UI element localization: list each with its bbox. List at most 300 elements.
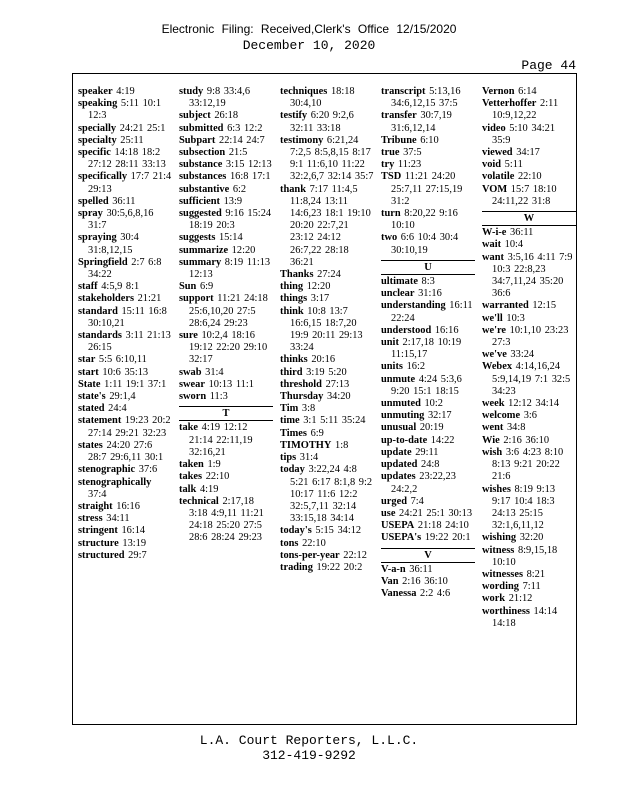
index-refs: 6:20 9:2,6 32:11 33:18	[290, 110, 354, 134]
index-entry	[78, 208, 172, 232]
index-entry	[78, 501, 172, 513]
index-entry	[78, 232, 172, 256]
index-term: thing	[280, 281, 304, 293]
index-refs: 6:21,24 7:2,5 8:5,8,15 8:17 9:1 11:6,10 11:22 32:2,6,7 32:14 35:7	[290, 134, 374, 183]
index-term: transfer	[381, 110, 417, 122]
index-entry	[78, 135, 172, 147]
index-term: testify	[280, 110, 308, 122]
index-term: stated	[78, 403, 105, 415]
index-term: start	[78, 366, 99, 378]
index-term: unusual	[381, 422, 417, 434]
index-refs: 11:21 24:20 25:7,11 27:15,19 31:2	[391, 171, 463, 207]
index-term: substances	[179, 171, 227, 183]
index-entry	[482, 325, 576, 349]
index-refs: 22:10	[517, 171, 542, 183]
index-term: suggested	[179, 208, 222, 220]
index-entry	[78, 171, 172, 195]
index-refs: 24:21 25:1	[119, 122, 166, 134]
index-term: thinks	[280, 354, 308, 366]
index-refs: 11:23	[397, 159, 422, 171]
index-entry	[78, 367, 172, 379]
index-refs: 22:10	[302, 537, 326, 549]
index-refs: 18:18 30:4,10	[290, 86, 355, 110]
index-term: specific	[78, 147, 111, 159]
index-refs: 3:17	[310, 293, 330, 305]
index-entry	[179, 281, 273, 293]
index-column-1	[78, 86, 172, 562]
index-refs: 11:21 24:18 25:6,10,20 27:5 28:6,24 29:23	[189, 293, 268, 329]
index-refs: 9:8 33:4,6 33:12,19	[189, 86, 251, 110]
index-refs: 24:21 25:1 30:13	[399, 507, 473, 519]
index-term: turn	[381, 208, 401, 220]
section-header	[381, 548, 475, 563]
index-term: void	[482, 159, 502, 171]
index-entry	[482, 532, 576, 544]
index-column-4	[381, 86, 475, 600]
index-term: Wie	[482, 434, 500, 446]
index-refs: 1:8	[335, 439, 349, 451]
index-entry	[78, 86, 172, 98]
reporter-company: L.A. Court Reporters, L.L.C.	[199, 733, 419, 748]
index-entry	[280, 269, 374, 281]
index-entry	[280, 428, 374, 440]
index-term: volatile	[482, 171, 515, 183]
index-entry	[381, 325, 475, 337]
index-refs: 3:22,24 4:8 5:21 6:17 8:1,8 9:2 10:17 11:6 12:2 32:5,7,11 32:14 33:15,18 34:14	[290, 464, 373, 525]
index-column-5	[482, 86, 576, 630]
index-term: subsection	[179, 147, 226, 159]
index-term: Tribune	[381, 134, 417, 146]
index-term: think	[280, 305, 304, 317]
index-refs: 10:13 11:1	[208, 378, 254, 390]
index-entry	[179, 484, 273, 496]
index-refs: 4:24 5:3,6 9:20 15:1 18:15	[391, 373, 462, 397]
index-refs: 15:11 16:8 30:10,21	[88, 305, 167, 329]
index-entry	[280, 525, 374, 537]
index-entry	[179, 159, 273, 171]
section-letter: W	[482, 212, 576, 226]
index-refs: 6:3 12:2	[227, 122, 263, 134]
index-refs: 14:22	[430, 434, 455, 446]
index-entry	[78, 196, 172, 208]
index-refs: 22:12	[343, 549, 367, 561]
index-refs: 3:8	[301, 403, 316, 415]
index-refs: 12:20	[306, 281, 331, 293]
index-term: substance	[179, 159, 223, 171]
index-term: VOM	[482, 183, 508, 195]
index-entry	[381, 508, 475, 520]
index-entry	[482, 606, 576, 630]
index-entry	[78, 354, 172, 366]
index-entry	[482, 435, 576, 447]
index-term: substantive	[179, 183, 230, 195]
index-term: specialty	[78, 134, 117, 146]
index-refs: 8:9,15,18 10:10	[492, 544, 558, 568]
index-entry	[482, 484, 576, 533]
index-refs: 13:9	[223, 195, 243, 207]
index-term: trading	[280, 561, 313, 573]
index-entry	[482, 581, 576, 593]
index-term: week	[482, 398, 505, 410]
index-entry	[179, 196, 273, 208]
index-refs: 2:17,18 10:19 11:15,17	[391, 337, 462, 361]
index-term: submitted	[179, 122, 224, 134]
index-refs: 34:17	[516, 147, 540, 159]
index-entry	[280, 367, 374, 379]
index-refs: 4:19	[199, 483, 219, 495]
index-entry	[381, 300, 475, 324]
index-term: State	[78, 378, 101, 390]
index-term: went	[482, 422, 504, 434]
index-entry	[179, 379, 273, 391]
index-refs: 3:5,16 4:11 7:9 10:3 22:8,23 34:7,11,24 35:20 36:6	[492, 251, 573, 300]
index-entry	[280, 379, 374, 391]
index-entry	[482, 422, 576, 434]
index-refs: 5:5 6:10,11	[98, 354, 147, 366]
index-entry	[482, 349, 576, 361]
index-entry	[179, 471, 273, 483]
index-term: summarize	[179, 244, 229, 256]
index-entry	[280, 184, 374, 269]
index-refs: 22:10	[205, 471, 230, 483]
index-refs: 10:8 13:7 16:6,15 18:7,20 19:9 20:11 29:13 33:24	[290, 305, 363, 354]
index-refs: 37:6	[138, 464, 158, 476]
index-term: Thursday	[280, 391, 324, 403]
index-term: technical	[179, 495, 219, 507]
index-term: stringent	[78, 525, 118, 537]
index-term: USEPA	[381, 520, 415, 532]
index-term: staff	[78, 281, 98, 293]
index-term: Tim	[280, 403, 299, 415]
section-letter: V	[381, 549, 475, 563]
index-term: states	[78, 439, 103, 451]
index-term: sworn	[179, 391, 207, 403]
index-term: Thanks	[280, 269, 314, 281]
index-entry	[381, 159, 475, 171]
index-refs: 6:9	[310, 427, 324, 439]
index-term: spelled	[78, 195, 109, 207]
index-entry	[381, 422, 475, 434]
index-refs: 31:4	[205, 366, 224, 378]
index-entry	[78, 306, 172, 330]
index-term: talk	[179, 483, 197, 495]
index-entry	[482, 86, 576, 98]
index-term: straight	[78, 500, 113, 512]
index-term: welcome	[482, 410, 521, 422]
index-term: structure	[78, 537, 119, 549]
index-term: stenographic	[78, 464, 136, 476]
index-refs: 3:11 21:13 26:15	[88, 330, 171, 354]
index-refs: 12:15	[532, 300, 557, 312]
index-term: Van	[381, 575, 399, 587]
index-entry	[381, 86, 475, 110]
index-term: suggests	[179, 232, 216, 244]
index-refs: 29:7	[128, 549, 147, 561]
index-refs: 3:1 5:11 35:24	[303, 415, 366, 427]
index-term: want	[482, 251, 504, 263]
index-term: warranted	[482, 300, 529, 312]
index-refs: 29:11	[415, 446, 439, 458]
index-entry	[381, 208, 475, 232]
index-term: unit	[381, 337, 399, 349]
index-term: Vetterhoffer	[482, 98, 537, 110]
index-refs: 8:19 11:13 12:13	[189, 256, 271, 281]
index-refs: 8:20,22 9:16 10:10	[391, 208, 458, 232]
index-refs: 5:15 34:12	[315, 525, 362, 537]
index-refs: 36:11	[510, 227, 534, 239]
index-refs: 7:11	[522, 581, 541, 593]
index-entry	[280, 538, 374, 550]
index-refs: 2:16 36:10	[503, 434, 550, 446]
index-refs: 16:16	[116, 500, 140, 512]
index-entry	[78, 403, 172, 415]
index-term: threshold	[280, 378, 322, 390]
index-entry	[78, 293, 172, 305]
index-entry	[482, 227, 576, 239]
index-refs: 30:7,19 31:6,12,14	[391, 110, 452, 134]
index-entry	[179, 391, 273, 403]
index-entry	[482, 313, 576, 325]
index-refs: 21:21	[137, 293, 162, 305]
index-term: specially	[78, 122, 117, 134]
index-refs: 17:7 21:4 29:13	[88, 171, 172, 195]
index-entry	[78, 147, 172, 171]
index-entry	[179, 184, 273, 196]
index-refs: 20:19	[419, 422, 444, 434]
index-term: two	[381, 232, 398, 244]
index-refs: 23:22,23 24:2,2	[391, 471, 456, 495]
index-term: understood	[381, 324, 432, 336]
index-entry	[482, 410, 576, 422]
index-entry	[482, 252, 576, 301]
index-refs: 13:19	[122, 537, 147, 549]
page-number: Page 44	[521, 58, 576, 73]
index-entry	[381, 496, 475, 508]
index-refs: 32:17	[427, 410, 452, 422]
index-term: we've	[482, 349, 507, 361]
index-refs: 16:16	[434, 324, 459, 336]
index-entry	[280, 464, 374, 525]
index-entry	[179, 86, 273, 110]
index-term: we'll	[482, 312, 503, 324]
index-refs: 27:13	[325, 378, 350, 390]
index-term: stenographically	[78, 476, 152, 488]
index-refs: 19:22 20:2	[316, 561, 363, 573]
index-refs: 32:20	[519, 532, 544, 544]
index-term: summary	[179, 256, 222, 268]
index-refs: 34:20	[326, 391, 351, 403]
index-term: techniques	[280, 86, 328, 97]
index-entry	[179, 135, 273, 147]
index-refs: 24:4	[108, 403, 127, 415]
index-term: updated	[381, 459, 418, 471]
index-entry	[482, 361, 576, 398]
index-refs: 10:1,10 23:23 27:3	[492, 324, 569, 349]
index-entry	[280, 452, 374, 464]
index-entry	[78, 391, 172, 403]
index-entry	[381, 374, 475, 398]
index-term: witness	[482, 544, 515, 556]
index-entry	[78, 98, 172, 122]
index-refs: 6:2	[232, 183, 247, 195]
index-refs: 21:18 24:10	[417, 520, 469, 532]
index-entry	[280, 281, 374, 293]
index-term: unmuted	[381, 398, 421, 410]
index-entry	[78, 379, 172, 391]
index-entry	[381, 232, 475, 256]
index-refs: 15:7 18:10 24:11,22 31:8	[492, 183, 557, 207]
index-entry	[482, 171, 576, 183]
index-entry	[179, 330, 273, 367]
index-term: stress	[78, 513, 103, 525]
index-refs: 37:4	[88, 488, 107, 500]
index-term: wishes	[482, 483, 511, 495]
index-entry	[280, 354, 374, 366]
index-term: Webex	[482, 361, 513, 373]
index-term: takes	[179, 471, 203, 483]
index-refs: 30:4 31:8,12,15	[88, 232, 139, 256]
index-refs: 10:4	[504, 239, 524, 251]
index-term: spraying	[78, 232, 117, 244]
index-refs: 16:2	[406, 361, 426, 373]
index-entry	[280, 415, 374, 427]
index-term: Springfield	[78, 256, 128, 268]
index-term: try	[381, 159, 395, 171]
index-entry	[482, 159, 576, 171]
index-refs: 8:3	[421, 276, 435, 288]
index-term: sure	[179, 330, 198, 342]
index-refs: 31:16	[418, 288, 442, 300]
index-refs: 4:14,16,24 5:9,14,19 7:1 32:5 34:23	[492, 361, 571, 397]
index-entry	[78, 477, 172, 501]
index-refs: 16:11 22:24	[391, 300, 473, 324]
index-term: testimony	[280, 134, 324, 146]
index-entry	[78, 257, 172, 281]
index-refs: 19:23 20:2 27:14 29:21 32:23	[88, 415, 171, 439]
index-refs: 10:2,4 18:16 19:12 22:20 29:10 32:17	[189, 330, 268, 366]
index-entry	[482, 184, 576, 208]
hearing-date: December 10, 2020	[242, 38, 376, 53]
index-entry	[482, 569, 576, 581]
index-term: structured	[78, 549, 125, 561]
index-entry	[482, 398, 576, 410]
index-refs: 4:19	[116, 86, 135, 97]
index-refs: 24:20 27:6 28:7 29:6,11 30:1	[88, 439, 164, 464]
index-term: subject	[179, 110, 211, 122]
index-term: standards	[78, 330, 122, 342]
index-refs: 29:1,4	[109, 391, 136, 403]
index-refs: 16:8 17:1	[229, 171, 271, 183]
index-refs: 7:4	[410, 495, 424, 507]
index-entry	[381, 459, 475, 471]
index-refs: 3:15 12:13	[225, 159, 272, 171]
index-refs: 25:11	[120, 134, 144, 146]
index-term: USEPA's	[381, 532, 422, 544]
index-term: Sun	[179, 281, 197, 293]
index-term: wait	[482, 239, 502, 251]
index-refs: 5:10 34:21 35:9	[492, 122, 556, 146]
index-entry	[381, 110, 475, 134]
index-entry	[381, 171, 475, 208]
index-term: true	[381, 147, 400, 159]
index-term: work	[482, 593, 506, 605]
index-refs: 1:9	[207, 459, 221, 471]
index-term: things	[280, 293, 308, 305]
index-entry	[482, 239, 576, 251]
index-entry	[179, 110, 273, 122]
index-entry	[381, 398, 475, 410]
index-entry	[280, 403, 374, 415]
index-term: video	[482, 122, 506, 134]
index-term: understanding	[381, 300, 446, 312]
index-refs: 5:11 10:1 12:3	[88, 98, 162, 122]
index-refs: 6:9	[199, 281, 214, 293]
index-term: urged	[381, 495, 407, 507]
index-refs: 8:21	[526, 568, 546, 580]
index-refs: 10:6 35:13	[102, 366, 149, 378]
index-entry	[280, 293, 374, 305]
index-entry	[179, 147, 273, 159]
index-entry	[280, 306, 374, 355]
index-entry	[482, 545, 576, 569]
index-entry	[179, 123, 273, 135]
section-letter: T	[179, 407, 273, 421]
index-refs: 27:24	[317, 269, 341, 281]
index-entry	[179, 422, 273, 459]
index-refs: 12:12 34:14	[508, 398, 560, 410]
index-entry	[179, 208, 273, 232]
index-entry	[381, 564, 475, 576]
index-term: W-i-e	[482, 227, 507, 239]
index-refs: 10:3	[506, 312, 525, 324]
index-term: V-a-n	[381, 563, 406, 575]
index-entry	[78, 464, 172, 476]
index-refs: 2:17,18 3:18 4:9,11 11:21 24:18 25:20 27:5 28:6 28:24 29:23	[189, 495, 264, 544]
index-entry	[280, 391, 374, 403]
index-term: ultimate	[381, 276, 418, 288]
index-term: worthiness	[482, 605, 530, 617]
index-refs: 6:10	[420, 134, 439, 146]
index-refs: 5:13,16 34:6,12,15 37:5	[391, 86, 461, 110]
index-term: unclear	[381, 288, 415, 300]
index-refs: 36:11	[409, 563, 433, 575]
index-refs: 11:3	[209, 391, 228, 403]
index-term: Vernon	[482, 86, 515, 97]
index-term: transcript	[381, 86, 426, 97]
index-entry	[280, 562, 374, 574]
index-refs: 8:19 9:13 9:17 10:4 18:3 24:13 25:15 32:1,6,11,12	[492, 483, 556, 532]
index-column-3	[280, 86, 374, 574]
index-term: TIMOTHY	[280, 439, 332, 451]
index-refs: 2:2 4:6	[420, 588, 451, 600]
index-refs: 12:20	[231, 244, 256, 256]
index-entry	[78, 415, 172, 439]
index-refs: 16:14	[121, 525, 146, 537]
index-entry	[482, 98, 576, 122]
index-entry	[381, 276, 475, 288]
index-refs: 19:22 20:1	[424, 532, 471, 544]
index-refs: 33:24	[510, 349, 535, 361]
index-term: TSD	[381, 171, 402, 183]
index-refs: 21:5	[228, 147, 248, 159]
index-refs: 9:16 15:24 18:19 20:3	[189, 208, 272, 232]
index-refs: 6:14	[518, 86, 537, 97]
index-refs: 2:7 6:8 34:22	[88, 256, 162, 281]
index-entry	[482, 300, 576, 312]
index-refs: 24:8	[421, 459, 440, 471]
index-entry	[381, 337, 475, 361]
index-refs: 37:5	[403, 147, 422, 159]
